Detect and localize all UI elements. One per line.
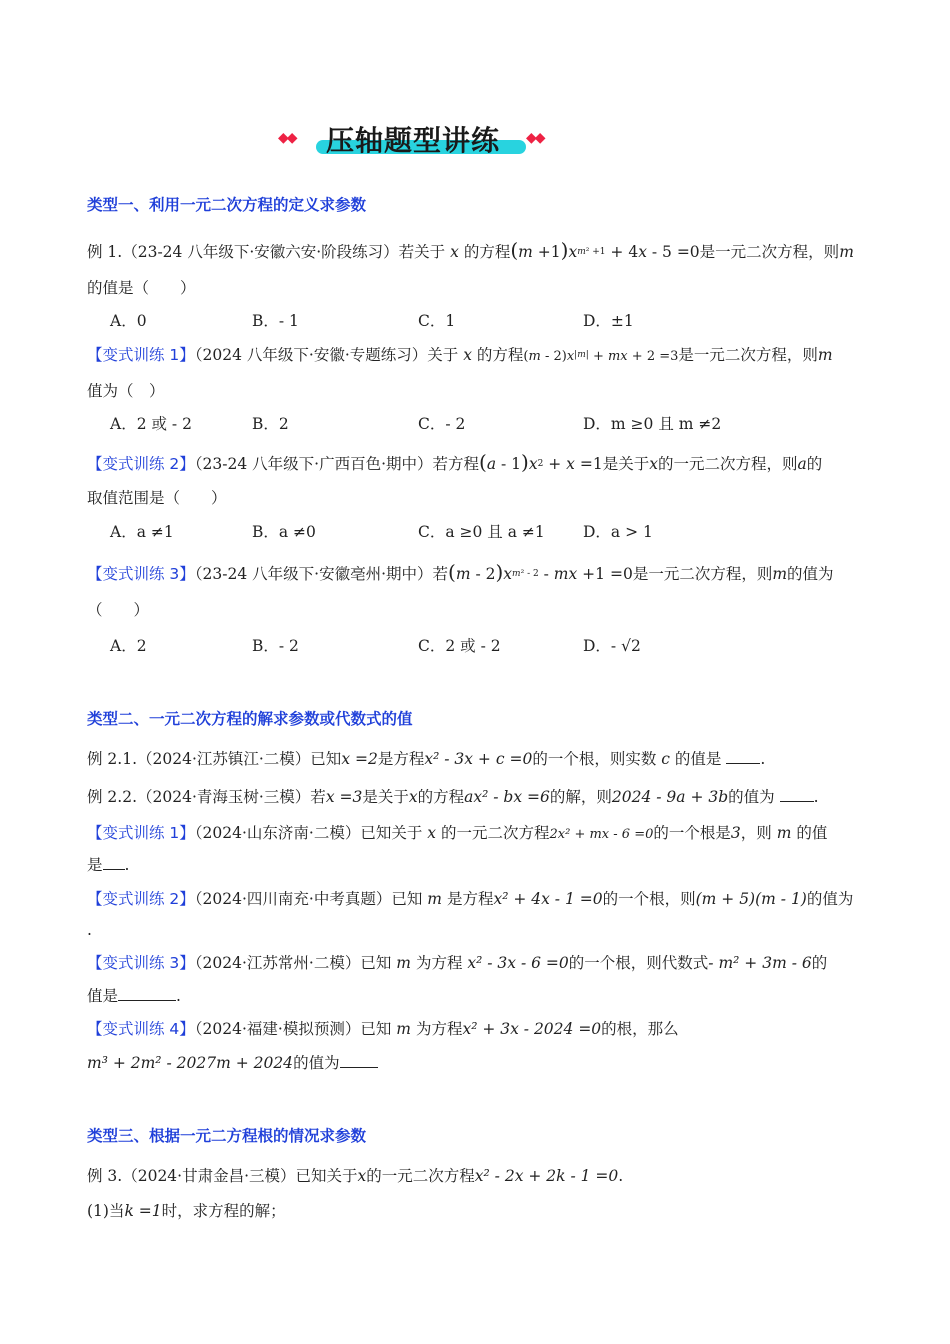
variant-2-3-line2: 值是 . — [87, 987, 181, 1005]
variant-1-1-line2: 值为（ ） — [87, 382, 165, 400]
variant-1-2: 【变式训练 2】（23-24 八年级下·广西百色·期中）若方程$(a - 1)x^2 + x =1$是关于x的一元二次方程，则a的 — [87, 450, 823, 474]
variant-text: 是一元二次方程，则 — [632, 565, 773, 583]
variant-2-1-line2: 是 . — [87, 856, 130, 874]
answer-blank[interactable] — [103, 855, 125, 870]
example-1-tail: 是一元二次方程，则 — [699, 243, 840, 261]
question-1: (1)当k =1时，求方程的解； — [87, 1202, 286, 1220]
var-a: a — [797, 455, 807, 473]
option-b: B．- 1 — [252, 312, 299, 330]
variant-1-1: 【变式训练 1】（2024 八年级下·安徽·专题练习）关于 x 的方程$(m - 2)x^{|m|}$ + mx + 2 =3是一元二次方程，则m — [87, 346, 833, 364]
option-d: D．- √2 — [583, 637, 641, 655]
example-3: 例 3.（2024·甘肃金昌·三模）已知关于x的一元二次方程x² - 2x + 2k - 1 =0. — [87, 1167, 624, 1185]
diamond-decoration-icon: ◆◆ — [278, 130, 296, 146]
answer-blank[interactable] — [780, 787, 814, 802]
option-d: D．m ≥0 且 m ≠2 — [583, 415, 722, 433]
variant-equation: $(m - 2)x^{m^2 - 2}$ - mx +1 =0 — [448, 560, 633, 584]
example-2-1: 例 2.1.（2024·江苏镇江·二模）已知x =2是方程x² - 3x + c =0的一个根，则实数 c 的值是 . — [87, 750, 766, 768]
variant-text: 是关于 — [602, 455, 650, 473]
option-a: A．2 — [110, 637, 147, 655]
option-a: A．a ≠1 — [110, 523, 174, 541]
variant-2-4-line2: m³ + 2m² - 2027m + 2024的值为 — [87, 1053, 378, 1073]
option-c: C．a ≥0 且 a ≠1 — [418, 523, 545, 541]
var-x: x — [450, 243, 459, 261]
title-banner — [278, 118, 568, 162]
variant-tag: 【变式训练 3】 — [87, 565, 195, 583]
variant-1-2-line2: 取值范围是（ ） — [87, 489, 227, 507]
option-b: B．2 — [252, 415, 289, 433]
variant-source: （2024 八年级下·安徽·专题练习）关于 — [194, 346, 459, 364]
variant-tag: 【变式训练 2】 — [87, 455, 195, 473]
variant-2-1: 【变式训练 1】（2024·山东济南·二模）已知关于 x 的一元二次方程2x² + mx - 6 =0的一个根是3，则 m 的值 — [87, 824, 828, 842]
variant-2-2-line2: . — [87, 921, 92, 939]
answer-blank[interactable] — [118, 986, 176, 1001]
option-d: D．a > 1 — [583, 523, 653, 541]
example-1-equation: $(m +1)x^{m^2 +1} + 4x - 5 =0$ — [510, 238, 700, 262]
example-1-line2: 的值是（ ） — [87, 279, 196, 297]
example-1-text: 的方程 — [463, 243, 511, 261]
example-1 — [87, 240, 854, 265]
variant-tail: 是一元二次方程，则 — [678, 346, 818, 364]
example-2-2: 例 2.2.（2024·青海玉树·三模）若x =3是关于x的方程ax² - bx =6的解，则2024 - 9a + 3b的值为 . — [87, 788, 819, 806]
variant-2-3: 【变式训练 3】（2024·江苏常州·二模）已知 m 为方程 x² - 3x - 6 =0的一个根，则代数式- m² + 3m - 6的 — [87, 954, 828, 972]
variant-2-4: 【变式训练 4】（2024·福建·模拟预测）已知 m 为方程x² + 3x - 2024 =0的根，那么 — [87, 1020, 679, 1038]
option-c: C．1 — [418, 312, 456, 330]
section-heading-type1: 类型一、利用一元二次方程的定义求参数 — [87, 196, 367, 214]
variant-1-3: 【变式训练 3】（23-24 八年级下·安徽亳州·期中）若$(m - 2)x^{m^2 - 2}$ - mx +1 =0是一元二次方程，则m的值为 — [87, 560, 834, 584]
variant-tail: 的一元二次方程，则 — [657, 455, 798, 473]
variant-source: （23-24 八年级下·安徽亳州·期中）若 — [194, 565, 449, 583]
answer-blank[interactable] — [340, 1053, 378, 1068]
variant-equation: $(a - 1)x^2 + x =1$ — [479, 450, 603, 474]
section-heading-type3: 类型三、根据一元二方程根的情况求参数 — [87, 1127, 367, 1145]
option-a: A．0 — [110, 312, 147, 330]
option-c: C．2 或 - 2 — [418, 637, 501, 655]
answer-blank[interactable] — [726, 749, 760, 764]
example-1-source: 例 1.（23-24 八年级下·安徽六安·阶段练习）若关于 — [87, 243, 446, 261]
option-b: B．a ≠0 — [252, 523, 316, 541]
variant-1-3-line2: （ ） — [87, 601, 150, 619]
variant-text: 的方程 — [476, 346, 524, 364]
var-m: m — [839, 243, 854, 261]
option-c: C．- 2 — [418, 415, 466, 433]
variant-equation: $(m - 2)x^{|m|}$ + mx + 2 =3 — [523, 349, 679, 364]
variant-2-2: 【变式训练 2】（2024·四川南充·中考真题）已知 m 是方程x² + 4x - 1 =0的一个根，则(m + 5)(m - 1)的值为 — [87, 890, 854, 908]
option-a: A．2 或 - 2 — [110, 415, 192, 433]
section-heading-type2: 类型二、一元二次方程的解求参数或代数式的值 — [87, 710, 413, 728]
page-title: 压轴题型讲练 — [326, 124, 501, 157]
option-b: B．- 2 — [252, 637, 299, 655]
diamond-decoration-icon: ◆◆ — [526, 130, 544, 146]
variant-tag: 【变式训练 1】 — [87, 346, 195, 364]
option-d: D．±1 — [583, 312, 634, 330]
variant-tail: 的值为 — [787, 565, 834, 583]
variant-source: （23-24 八年级下·广西百色·期中）若方程 — [194, 455, 480, 473]
